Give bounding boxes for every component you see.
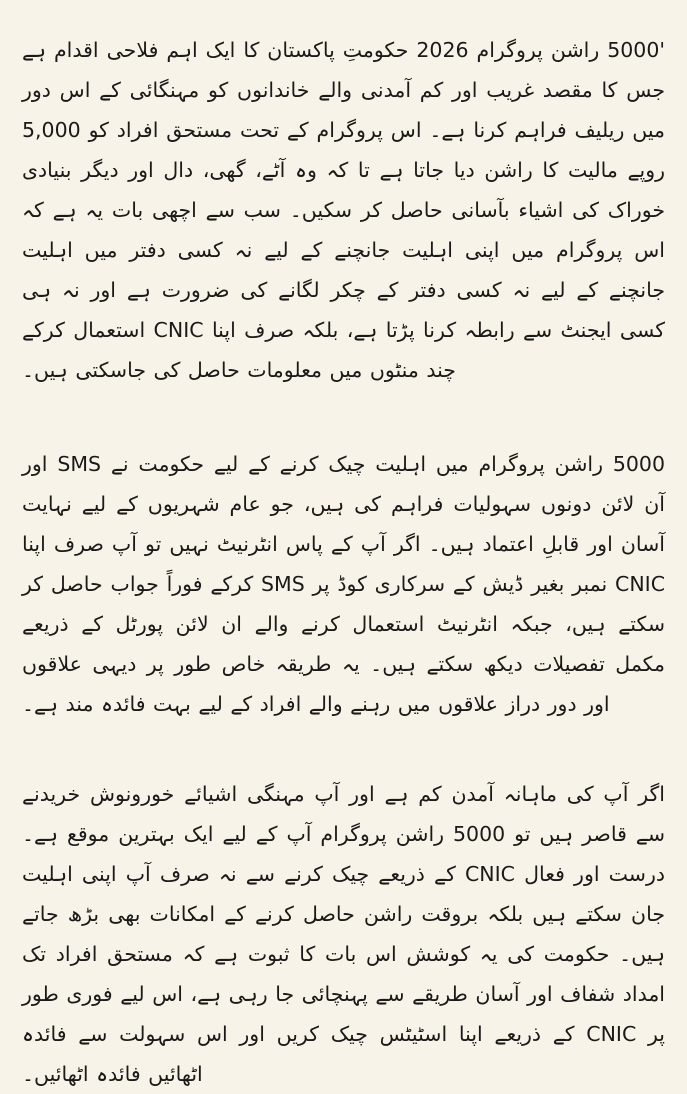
paragraph-2: 5000 راشن پروگرام میں اہلیت چیک کرنے کے لیے حکومت نے SMS اور آن لائن دونوں سہولیات فراہم کی ہیں، جو عام شہریوں کے لیے نہایت آسان اور قابلِ اعتماد ہیں۔ اگر آپ کے پاس انٹرنیٹ نہیں تو آپ صرف اپنا CNIC نمبر بغیر ڈیش کے سرکاری کوڈ پر SMS کرکے فوراً جواب حاصل کر سکتے ہیں، جبکہ انٹرنیٹ استعمال کرنے والے ان لائن پورٹل کے ذریعے مکمل تفصیلات دیکھ سکتے ہیں۔ یہ طریقہ خاص طور پر دیہی علاقوں اور دور دراز علاقوں میں رہنے والے افراد کے لیے بہت فائدہ مند ہے۔ xyxy=(22,452,666,716)
paragraph-1: '5000 راشن پروگرام 2026 حکومتِ پاکستان کا ایک اہم فلاحی اقدام ہے جس کا مقصد غریب اور کم آمدنی والے خاندانوں کو مہنگائی کے اس دور میں ریلیف فراہم کرنا ہے۔ اس پروگرام کے تحت مستحق افراد کو 5,000 روپے مالیت کا راشن دیا جاتا ہے تا کہ وہ آٹے، گھی، دال اور دیگر بنیادی خوراک کی اشیاء بآسانی حاصل کر سکیں۔ سب سے اچھی بات یہ ہے کہ اس پروگرام میں اپنی اہلیت جانچنے کے لیے نہ کسی دفتر میں اہلیت جانچنے کے لیے نہ کسی دفتر کے چکر لگانے کی ضرورت ہے اور نہ ہی کسی ایجنٹ سے رابطہ کرنا پڑتا ہے، بلکہ صرف اپنا CNIC استعمال کرکے چند منٹوں میں معلومات حاصل کی جاسکتی ہیں۔ xyxy=(22,38,665,382)
paragraph-spacer xyxy=(22,390,665,444)
paragraph-3: اگر آپ کی ماہانہ آمدن کم ہے اور آپ مہنگی اشیائے خورونوش خریدنے سے قاصر ہیں تو 5000 راشن پروگرام آپ کے لیے ایک بہترین موقع ہے۔ درست اور فعال CNIC کے ذریعے چیک کرنے سے نہ صرف آپ اپنی اہلیت جان سکتے ہیں بلکہ بروقت راشن حاصل کرنے کے امکانات بھی بڑھ جاتے ہیں۔ حکومت کی یہ کوشش اس بات کا ثبوت ہے کہ مستحق افراد تک امداد شفاف اور آسان طریقے سے پہنچائی جا رہی ہے، اس لیے فوری طور پر CNIC کے ذریعے اپنا اسٹیٹس چیک کریں اور اس سہولت سے فائدہ اٹھائیں فائدہ اٹھائیں۔ xyxy=(22,782,665,1086)
article-body xyxy=(22,26,665,1094)
paragraph-spacer xyxy=(22,724,665,774)
